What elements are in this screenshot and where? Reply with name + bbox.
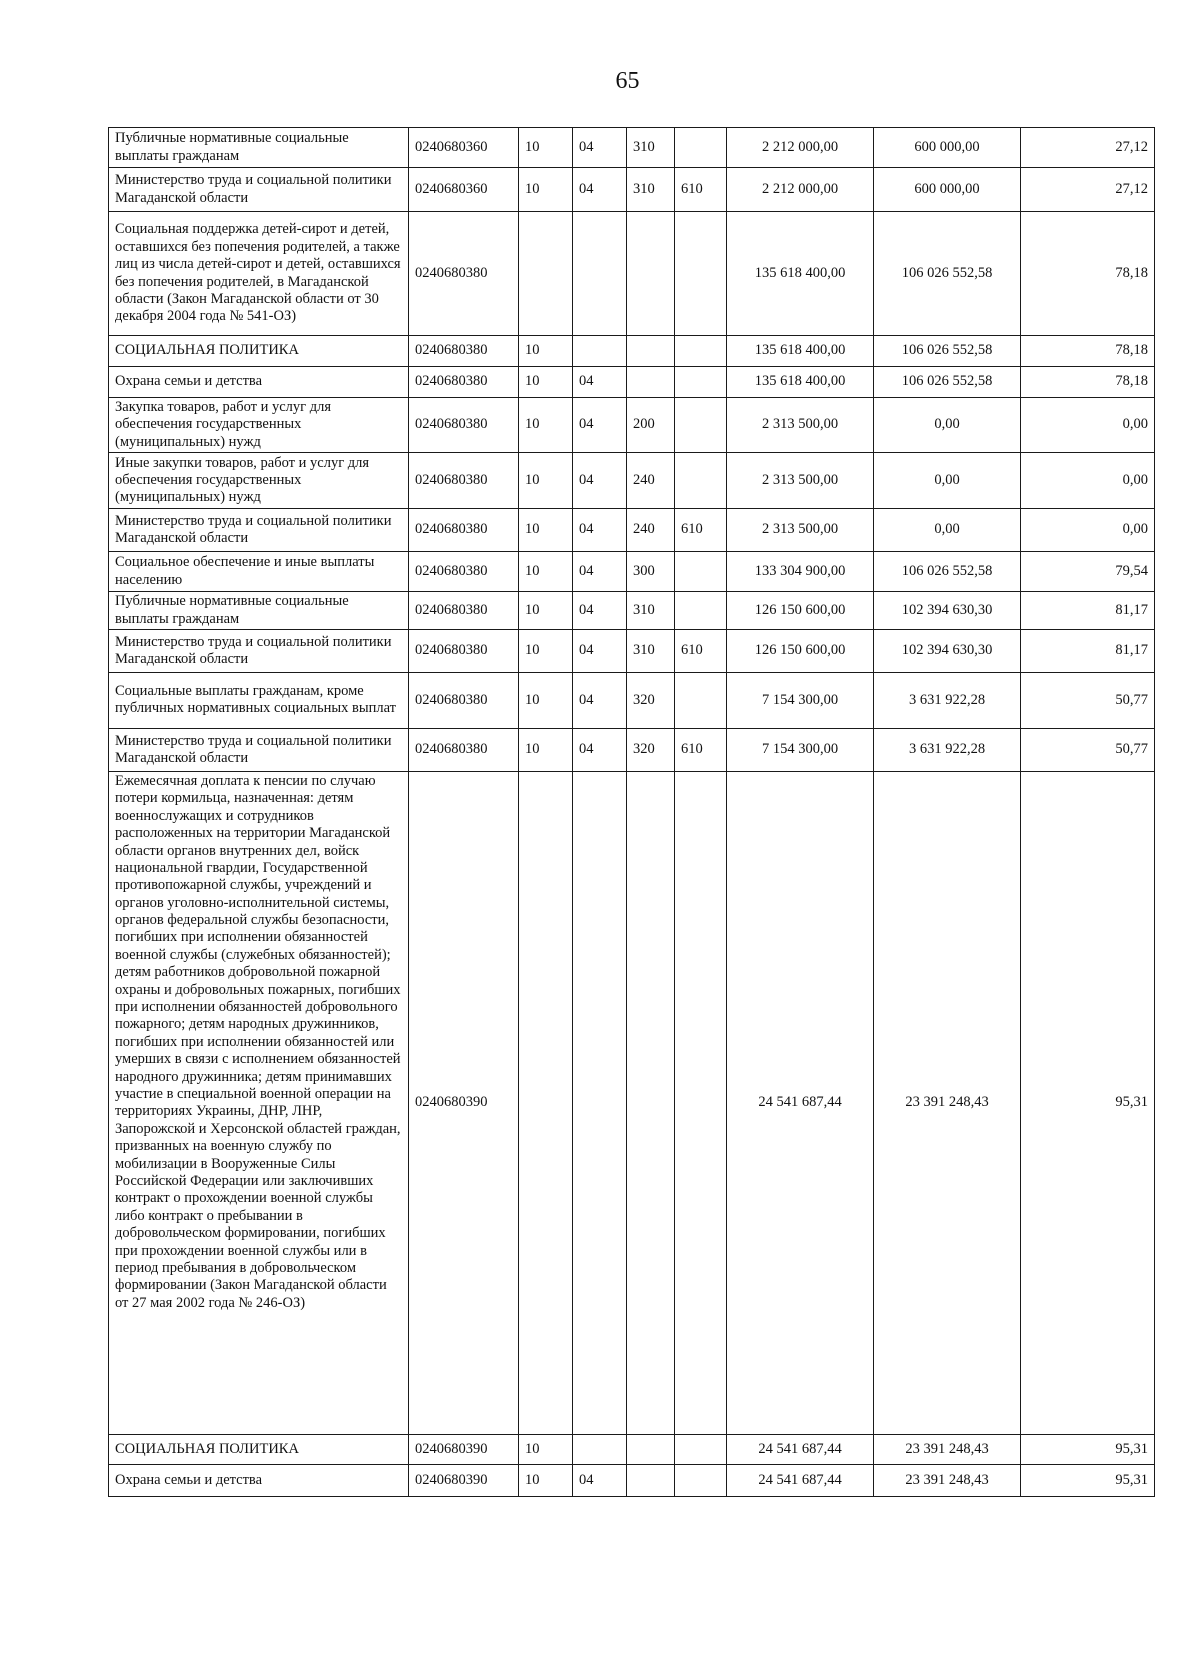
table-row — [109, 168, 1155, 212]
table-row — [109, 336, 1155, 367]
section-cell: 10 — [519, 398, 573, 453]
execution-percent-cell: 27,12 — [1021, 128, 1155, 168]
actual-amount-cell: 106 026 552,58 — [874, 552, 1021, 592]
row-name-cell: Публичные нормативные социальные выплаты гражданам — [109, 592, 409, 630]
planned-amount-cell: 133 304 900,00 — [727, 552, 874, 592]
row-name-cell: Социальная поддержка детей-сирот и детей, оставшихся без попечения родителей, а также лиц из числа детей-сирот и детей, оставшихся без попечения родителей, в Магаданской области (Закон Магаданской области от 30 декабря 2004 года № 541-ОЗ) — [109, 212, 409, 336]
actual-amount-cell: 3 631 922,28 — [874, 728, 1021, 771]
table-row — [109, 128, 1155, 168]
administrator-cell — [675, 592, 727, 630]
subsection-cell: 04 — [573, 128, 627, 168]
execution-percent-cell: 50,77 — [1021, 672, 1155, 728]
expense-type-cell: 320 — [627, 728, 675, 771]
section-cell — [519, 771, 573, 1434]
subsection-cell — [573, 1434, 627, 1464]
table-row — [109, 771, 1155, 1434]
planned-amount-cell: 7 154 300,00 — [727, 672, 874, 728]
table-row — [109, 629, 1155, 672]
actual-amount-cell: 106 026 552,58 — [874, 212, 1021, 336]
expense-type-cell — [627, 1434, 675, 1464]
planned-amount-cell: 2 313 500,00 — [727, 398, 874, 453]
target-code-cell: 0240680380 — [409, 212, 519, 336]
subsection-cell: 04 — [573, 509, 627, 552]
execution-percent-cell: 79,54 — [1021, 552, 1155, 592]
expense-type-cell: 240 — [627, 509, 675, 552]
row-name-cell: Иные закупки товаров, работ и услуг для обеспечения государственных (муниципальных) нужд — [109, 453, 409, 509]
actual-amount-cell: 102 394 630,30 — [874, 629, 1021, 672]
section-cell: 10 — [519, 336, 573, 367]
execution-percent-cell: 78,18 — [1021, 367, 1155, 398]
row-name-cell: Министерство труда и социальной политики Магаданской области — [109, 509, 409, 552]
execution-percent-cell: 81,17 — [1021, 629, 1155, 672]
subsection-cell — [573, 771, 627, 1434]
subsection-cell: 04 — [573, 552, 627, 592]
table-row — [109, 1464, 1155, 1496]
actual-amount-cell: 102 394 630,30 — [874, 592, 1021, 630]
table-body — [109, 128, 1155, 1497]
administrator-cell: 610 — [675, 728, 727, 771]
row-name-cell: Министерство труда и социальной политики Магаданской области — [109, 168, 409, 212]
row-name-cell: Ежемесячная доплата к пенсии по случаю потери кормильца, назначенная: детям военнослужащих и сотрудников расположенных на территории Магаданской области органов внутренних дел, войск национальной гвардии, Государственной противопожарной службы, учреждений и органов уголовно-исполнительной системы, органов федеральной службы безопасности, погибших при исполнении обязанностей военной службы (служебных обязанностей); детям работников добровольной пожарной охраны и добровольных пожарных, погибших при исполнении обязанностей добровольного пожарного; детям народных дружинников, погибших при исполнении обязанностей или умерших в связи с исполнением обязанностей народного дружинника; детям принимавших участие в специальной военной операции на территориях Украины, ДНР, ЛНР, Запорожской и Херсонской областей граждан, призванных на военную службу по мобилизации в Вооруженные Силы Российской Федерации или заключивших контракт о прохождении военной службы либо контракт о пребывании в добровольческом формировании, погибших при прохождении военной службы или в период пребывания в добровольческом формировании (Закон Магаданской области от 27 мая 2002 года № 246-ОЗ) — [109, 771, 409, 1434]
target-code-cell: 0240680380 — [409, 629, 519, 672]
page-number: 65 — [615, 68, 640, 94]
actual-amount-cell: 0,00 — [874, 509, 1021, 552]
section-cell: 10 — [519, 509, 573, 552]
actual-amount-cell: 0,00 — [874, 398, 1021, 453]
expense-type-cell — [627, 336, 675, 367]
subsection-cell: 04 — [573, 398, 627, 453]
budget-table — [108, 127, 1155, 1497]
planned-amount-cell: 24 541 687,44 — [727, 1434, 874, 1464]
expense-type-cell: 200 — [627, 398, 675, 453]
planned-amount-cell: 126 150 600,00 — [727, 592, 874, 630]
actual-amount-cell: 106 026 552,58 — [874, 336, 1021, 367]
actual-amount-cell: 106 026 552,58 — [874, 367, 1021, 398]
administrator-cell: 610 — [675, 168, 727, 212]
administrator-cell — [675, 336, 727, 367]
row-name-cell: СОЦИАЛЬНАЯ ПОЛИТИКА — [109, 1434, 409, 1464]
planned-amount-cell: 126 150 600,00 — [727, 629, 874, 672]
table-row — [109, 367, 1155, 398]
row-name-cell: Охрана семьи и детства — [109, 1464, 409, 1496]
row-name-cell: Социальные выплаты гражданам, кроме публичных нормативных социальных выплат — [109, 672, 409, 728]
execution-percent-cell: 95,31 — [1021, 771, 1155, 1434]
table-row — [109, 398, 1155, 453]
target-code-cell: 0240680380 — [409, 728, 519, 771]
actual-amount-cell: 23 391 248,43 — [874, 1464, 1021, 1496]
section-cell: 10 — [519, 552, 573, 592]
section-cell: 10 — [519, 168, 573, 212]
target-code-cell: 0240680380 — [409, 592, 519, 630]
table-row — [109, 453, 1155, 509]
planned-amount-cell: 24 541 687,44 — [727, 1464, 874, 1496]
section-cell: 10 — [519, 629, 573, 672]
execution-percent-cell: 50,77 — [1021, 728, 1155, 771]
planned-amount-cell: 24 541 687,44 — [727, 771, 874, 1434]
target-code-cell: 0240680360 — [409, 128, 519, 168]
table-row — [109, 509, 1155, 552]
target-code-cell: 0240680380 — [409, 398, 519, 453]
planned-amount-cell: 2 313 500,00 — [727, 453, 874, 509]
execution-percent-cell: 0,00 — [1021, 509, 1155, 552]
actual-amount-cell: 600 000,00 — [874, 168, 1021, 212]
subsection-cell: 04 — [573, 629, 627, 672]
execution-percent-cell: 0,00 — [1021, 398, 1155, 453]
section-cell: 10 — [519, 672, 573, 728]
actual-amount-cell: 23 391 248,43 — [874, 1434, 1021, 1464]
expense-type-cell — [627, 1464, 675, 1496]
target-code-cell: 0240680380 — [409, 336, 519, 367]
planned-amount-cell: 135 618 400,00 — [727, 336, 874, 367]
table-row — [109, 728, 1155, 771]
section-cell: 10 — [519, 453, 573, 509]
administrator-cell — [675, 453, 727, 509]
expense-type-cell: 310 — [627, 168, 675, 212]
section-cell: 10 — [519, 592, 573, 630]
table-row — [109, 212, 1155, 336]
section-cell: 10 — [519, 367, 573, 398]
row-name-cell: Социальное обеспечение и иные выплаты населению — [109, 552, 409, 592]
target-code-cell: 0240680380 — [409, 552, 519, 592]
subsection-cell: 04 — [573, 592, 627, 630]
expense-type-cell — [627, 212, 675, 336]
subsection-cell: 04 — [573, 453, 627, 509]
subsection-cell — [573, 336, 627, 367]
row-name-cell: Публичные нормативные социальные выплаты гражданам — [109, 128, 409, 168]
subsection-cell: 04 — [573, 728, 627, 771]
actual-amount-cell: 23 391 248,43 — [874, 771, 1021, 1434]
target-code-cell: 0240680380 — [409, 367, 519, 398]
section-cell — [519, 212, 573, 336]
subsection-cell: 04 — [573, 367, 627, 398]
row-name-cell: Министерство труда и социальной политики Магаданской области — [109, 728, 409, 771]
administrator-cell — [675, 1464, 727, 1496]
administrator-cell: 610 — [675, 509, 727, 552]
administrator-cell — [675, 771, 727, 1434]
table-row — [109, 1434, 1155, 1464]
execution-percent-cell: 27,12 — [1021, 168, 1155, 212]
target-code-cell: 0240680390 — [409, 1434, 519, 1464]
execution-percent-cell: 95,31 — [1021, 1434, 1155, 1464]
expense-type-cell: 310 — [627, 128, 675, 168]
planned-amount-cell: 135 618 400,00 — [727, 212, 874, 336]
row-name-cell: СОЦИАЛЬНАЯ ПОЛИТИКА — [109, 336, 409, 367]
row-name-cell: Министерство труда и социальной политики Магаданской области — [109, 629, 409, 672]
expense-type-cell — [627, 367, 675, 398]
expense-type-cell: 310 — [627, 629, 675, 672]
actual-amount-cell: 3 631 922,28 — [874, 672, 1021, 728]
execution-percent-cell: 78,18 — [1021, 336, 1155, 367]
expense-type-cell: 300 — [627, 552, 675, 592]
execution-percent-cell: 95,31 — [1021, 1464, 1155, 1496]
expense-type-cell: 240 — [627, 453, 675, 509]
target-code-cell: 0240680390 — [409, 771, 519, 1434]
administrator-cell — [675, 367, 727, 398]
subsection-cell: 04 — [573, 672, 627, 728]
target-code-cell: 0240680380 — [409, 453, 519, 509]
administrator-cell — [675, 672, 727, 728]
target-code-cell: 0240680380 — [409, 672, 519, 728]
planned-amount-cell: 7 154 300,00 — [727, 728, 874, 771]
section-cell: 10 — [519, 1464, 573, 1496]
administrator-cell — [675, 552, 727, 592]
row-name-cell: Закупка товаров, работ и услуг для обеспечения государственных (муниципальных) нужд — [109, 398, 409, 453]
row-name-cell: Охрана семьи и детства — [109, 367, 409, 398]
execution-percent-cell: 78,18 — [1021, 212, 1155, 336]
planned-amount-cell: 2 212 000,00 — [727, 128, 874, 168]
section-cell: 10 — [519, 1434, 573, 1464]
execution-percent-cell: 0,00 — [1021, 453, 1155, 509]
target-code-cell: 0240680380 — [409, 509, 519, 552]
subsection-cell — [573, 212, 627, 336]
subsection-cell: 04 — [573, 168, 627, 212]
planned-amount-cell: 135 618 400,00 — [727, 367, 874, 398]
planned-amount-cell: 2 212 000,00 — [727, 168, 874, 212]
target-code-cell: 0240680360 — [409, 168, 519, 212]
expense-type-cell: 320 — [627, 672, 675, 728]
planned-amount-cell: 2 313 500,00 — [727, 509, 874, 552]
section-cell: 10 — [519, 728, 573, 771]
expense-type-cell — [627, 771, 675, 1434]
administrator-cell: 610 — [675, 629, 727, 672]
administrator-cell — [675, 1434, 727, 1464]
administrator-cell — [675, 128, 727, 168]
subsection-cell: 04 — [573, 1464, 627, 1496]
administrator-cell — [675, 212, 727, 336]
expense-type-cell: 310 — [627, 592, 675, 630]
table-row — [109, 552, 1155, 592]
target-code-cell: 0240680390 — [409, 1464, 519, 1496]
administrator-cell — [675, 398, 727, 453]
table-row — [109, 592, 1155, 630]
execution-percent-cell: 81,17 — [1021, 592, 1155, 630]
actual-amount-cell: 600 000,00 — [874, 128, 1021, 168]
actual-amount-cell: 0,00 — [874, 453, 1021, 509]
table-row — [109, 672, 1155, 728]
section-cell: 10 — [519, 128, 573, 168]
